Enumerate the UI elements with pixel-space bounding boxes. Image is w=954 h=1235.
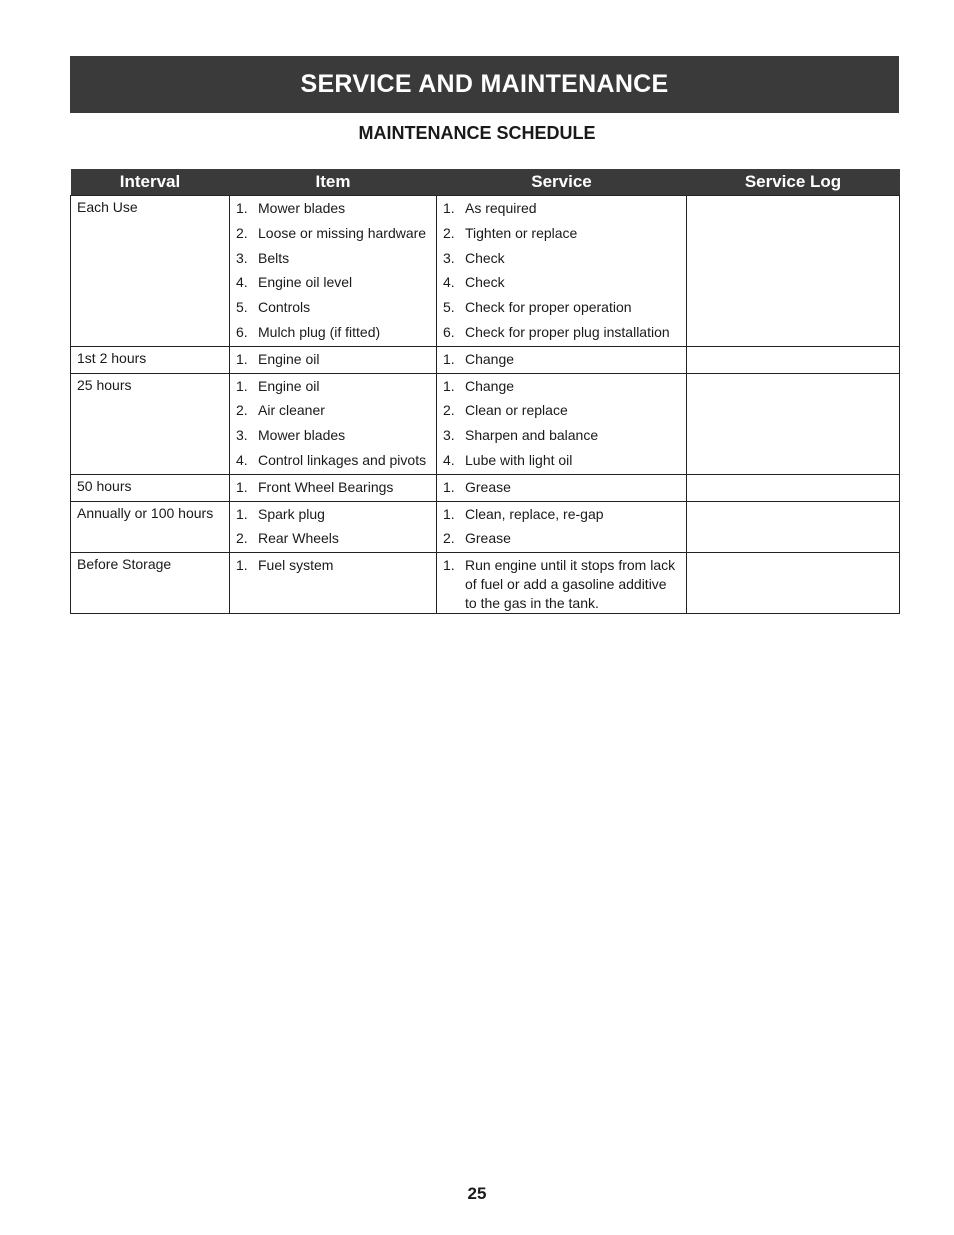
table-row	[71, 196, 900, 347]
entry-number: 1.	[236, 200, 248, 216]
item-entry	[230, 197, 436, 222]
column-header-item: Item	[230, 169, 437, 196]
interval-cell	[71, 373, 230, 474]
item-entry	[230, 296, 436, 321]
interval-label: 50 hours	[77, 477, 132, 494]
service-entry	[437, 554, 686, 613]
entry-number: 5.	[236, 299, 248, 316]
service-text: Grease	[465, 530, 511, 547]
column-header-interval: Interval	[71, 169, 230, 196]
item-cell	[230, 501, 437, 553]
entry-number: 1.	[236, 505, 248, 522]
service-text: Sharpen and balance	[465, 427, 599, 444]
service-cell	[437, 346, 687, 373]
service-log-cell[interactable]	[687, 501, 900, 553]
item-text: Fuel system	[258, 557, 334, 574]
entry-number: 3.	[236, 427, 248, 444]
item-entry	[230, 503, 436, 528]
service-log-cell[interactable]	[687, 373, 900, 474]
entry-number: 2.	[236, 224, 248, 241]
interval-cell	[71, 474, 230, 501]
service-cell	[437, 553, 687, 614]
service-text: Grease	[465, 478, 511, 495]
interval-label: Before Storage	[77, 556, 172, 573]
column-header-service: Service	[437, 169, 687, 196]
item-text: Rear Wheels	[258, 530, 339, 547]
service-entry	[437, 527, 686, 552]
entry-number: 1.	[236, 377, 248, 394]
service-text: Tighten or replace	[465, 224, 578, 241]
service-entry	[437, 503, 686, 528]
item-entry	[230, 321, 436, 346]
service-text: Clean, replace, re-gap	[465, 505, 604, 522]
service-entry	[437, 321, 686, 346]
service-log-cell[interactable]	[687, 196, 900, 347]
table-row	[71, 373, 900, 474]
service-cell	[437, 501, 687, 553]
entry-number: 2.	[236, 530, 248, 547]
entry-number: 2.	[443, 530, 455, 547]
service-text: As required	[465, 200, 537, 216]
item-text: Mower blades	[258, 200, 346, 216]
item-text: Mower blades	[258, 427, 346, 444]
entry-number: 1.	[443, 377, 455, 394]
service-text: Check	[465, 274, 505, 291]
table-row	[71, 501, 900, 553]
service-cell	[437, 373, 687, 474]
entry-number: 4.	[443, 451, 455, 468]
table-header-row	[71, 169, 900, 196]
table-row	[71, 474, 900, 501]
interval-label: 1st 2 hours	[77, 349, 147, 366]
item-entry	[230, 399, 436, 424]
interval-cell	[71, 346, 230, 373]
item-text: Spark plug	[258, 505, 325, 522]
service-entry	[437, 222, 686, 247]
service-entry	[437, 247, 686, 272]
entry-number: 1.	[443, 505, 455, 522]
item-entry	[230, 424, 436, 449]
service-entry	[437, 375, 686, 400]
entry-number: 1.	[443, 478, 455, 495]
service-text: Check for proper operation	[465, 299, 632, 316]
service-entry	[437, 296, 686, 321]
service-entry	[437, 424, 686, 449]
table-row	[71, 346, 900, 373]
interval-cell	[71, 196, 230, 347]
interval-label: Each Use	[77, 199, 138, 215]
item-cell	[230, 196, 437, 347]
table-body	[71, 196, 900, 614]
service-text: Lube with light oil	[465, 451, 573, 468]
item-text: Belts	[258, 249, 290, 266]
service-text: Change	[465, 350, 515, 367]
item-entry	[230, 375, 436, 400]
item-text: Engine oil	[258, 377, 320, 394]
item-text: Air cleaner	[258, 402, 325, 419]
entry-number: 1.	[443, 350, 455, 367]
entry-number: 1.	[236, 557, 248, 574]
entry-number: 3.	[236, 249, 248, 266]
interval-label: Annually or 100 hours	[77, 504, 214, 521]
entry-number: 2.	[443, 402, 455, 419]
service-entry	[437, 399, 686, 424]
item-text: Engine oil	[258, 350, 320, 367]
service-entry	[437, 197, 686, 222]
item-entry	[230, 222, 436, 247]
service-text: Run engine until it stops from lack of fuel or add a gasoline additive to the gas in the tank.	[465, 557, 676, 612]
entry-number: 1.	[443, 557, 455, 574]
service-log-cell[interactable]	[687, 553, 900, 614]
interval-cell	[71, 553, 230, 614]
section-title: SERVICE AND MAINTENANCE	[300, 70, 669, 98]
item-cell	[230, 553, 437, 614]
service-cell	[437, 474, 687, 501]
entry-number: 2.	[443, 224, 455, 241]
service-log-cell[interactable]	[687, 474, 900, 501]
service-entry	[437, 449, 686, 474]
service-text: Check for proper plug installation	[465, 323, 670, 340]
item-text: Control linkages and pivots	[258, 451, 427, 468]
item-entry	[230, 449, 436, 474]
item-text: Front Wheel Bearings	[258, 478, 394, 495]
item-cell	[230, 474, 437, 501]
service-cell	[437, 196, 687, 347]
item-text: Loose or missing hardware	[258, 224, 427, 241]
entry-number: 3.	[443, 427, 455, 444]
schedule-title: MAINTENANCE SCHEDULE	[358, 123, 596, 143]
maintenance-schedule-table	[70, 169, 900, 614]
service-text: Change	[465, 377, 515, 394]
entry-number: 2.	[236, 402, 248, 419]
entry-number: 6.	[443, 323, 455, 340]
entry-number: 6.	[236, 323, 248, 340]
item-cell	[230, 373, 437, 474]
item-entry	[230, 476, 436, 501]
service-entry	[437, 476, 686, 501]
item-entry	[230, 247, 436, 272]
entry-number: 4.	[236, 274, 248, 291]
column-header-service-log: Service Log	[687, 169, 900, 196]
service-log-cell[interactable]	[687, 346, 900, 373]
entry-number: 3.	[443, 249, 455, 266]
entry-number: 4.	[236, 451, 248, 468]
entry-number: 4.	[443, 274, 455, 291]
item-text: Controls	[258, 299, 311, 316]
item-entry	[230, 348, 436, 373]
interval-cell	[71, 501, 230, 553]
item-entry	[230, 527, 436, 552]
entry-number: 1.	[236, 350, 248, 367]
page-number: 25	[467, 1184, 487, 1203]
section-banner	[70, 56, 899, 113]
service-text: Clean or replace	[465, 402, 568, 419]
item-entry	[230, 271, 436, 296]
item-entry	[230, 554, 436, 579]
item-text: Mulch plug (if fitted)	[258, 323, 381, 340]
interval-label: 25 hours	[77, 376, 132, 393]
entry-number: 5.	[443, 299, 455, 316]
item-cell	[230, 346, 437, 373]
service-entry	[437, 271, 686, 296]
item-text: Engine oil level	[258, 274, 353, 291]
service-text: Check	[465, 249, 505, 266]
service-entry	[437, 348, 686, 373]
table-row	[71, 553, 900, 614]
entry-number: 1.	[236, 478, 248, 495]
entry-number: 1.	[443, 200, 455, 216]
